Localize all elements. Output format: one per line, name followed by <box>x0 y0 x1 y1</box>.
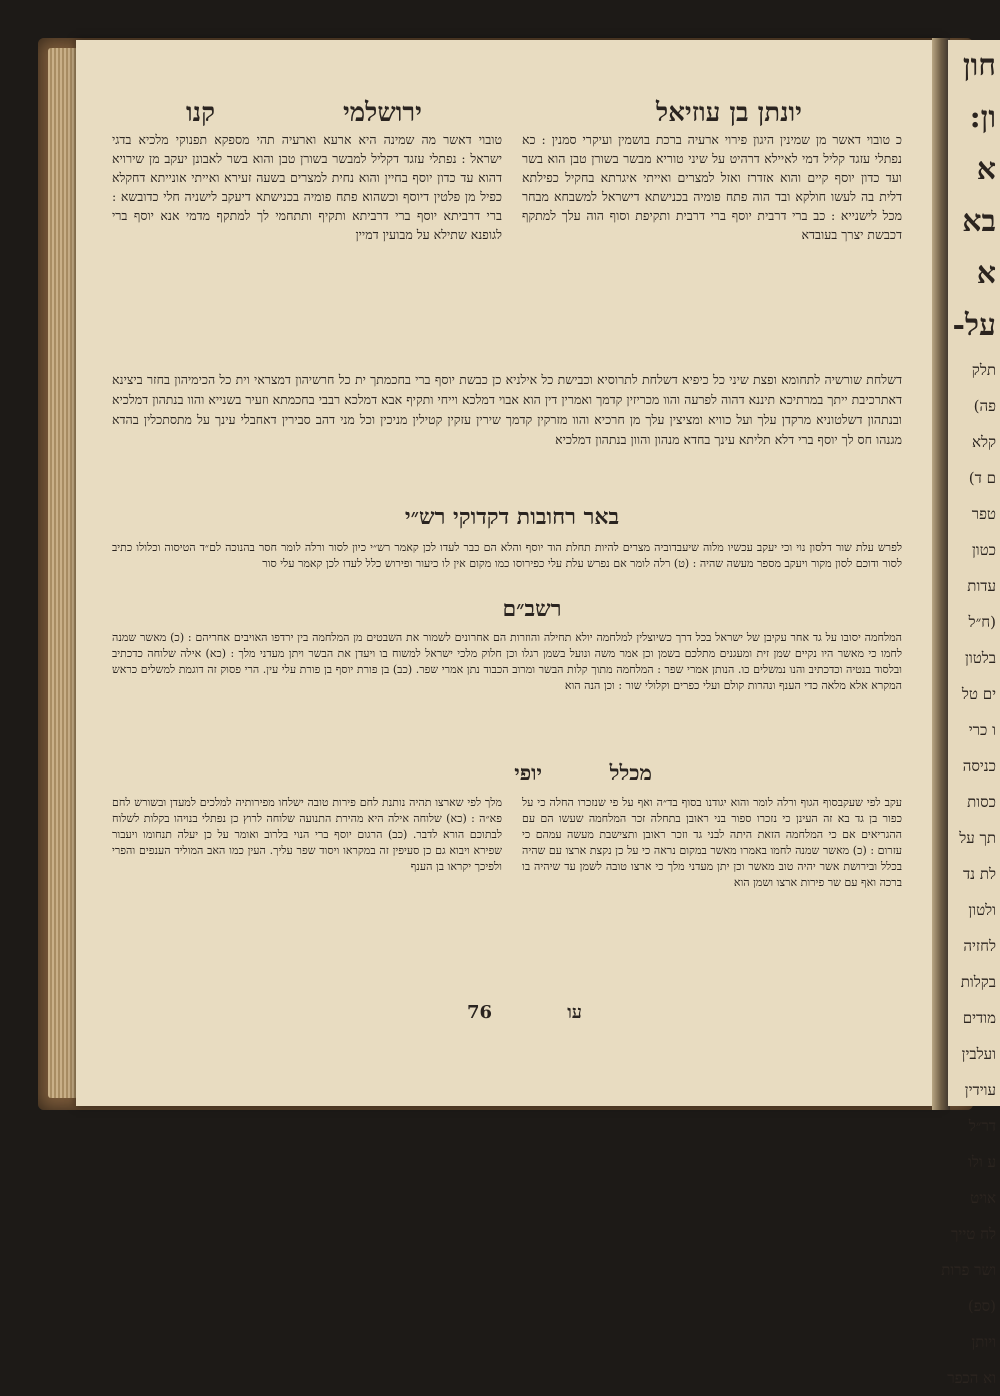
section-heading-rashbam: רשב״ם <box>502 596 562 622</box>
column-left-text: טובוי דאשר מה שמינה היא ארעא וארעיה תהי מספקא תפנוקי מלכיא בדגי ישראל : נפתלי עזגד דקליל למבשר בשורן טבן והוא בשר לאבונן יעקב מן שירויא דהוא עד כדון יוסף בחיין והוא נחית למצרים בשעה זעירא ואייתי אונייתא דחקלא כפיל מן פלטין דיוסף וכשהוא פתח פומיה בכנישתא דיעקב לישניה חלי כדובשא : ברי דרביתא יוסף ברי דרביתא ותקיף ותתחמי לך למתקף מדמי אנא יוסף ברי לגופנא שתילא על מבועין דמיין <box>112 132 502 242</box>
running-title-right: יונתן בן עוזיאל <box>656 98 802 128</box>
facing-line: אויט <box>970 1189 996 1207</box>
facing-page <box>941 40 1000 1387</box>
facing-line: חון <box>962 48 996 83</box>
full-width-targum <box>112 370 902 450</box>
section-rashbam-paragraph: המלחמה יסובו על גד אחר עקיבן של ישראל בכל דרך כשיוצלין למלחמה יולא תחילה והוזרות הם אחרונים לשמור את השבטים מן המלחמה בין ירדפו האויבים אחריהם : (כ) מאשר שמנה לחמו כי מאשר היו נקיים שמן זית ומעגנים מתלכם בשמן וכן אמר משה ונועל בשמן רגלו וכן חלוק מלכי ישראל למשוח בו ויעדן את הבשר ויתן מעדני מלך : (כא) אילה שלוחה כדכתיב ובלסוד בנטיה וכדכתיב והנו נמשלים כו. הנותן אמרי שפר : המלחמה מתוך קלות הבשר ומרוב הכבוד נתן אמרי שפר. (כב) בן פורת יוסף בן פורת עלי עין. הרי פסוק זה דוגמת למשלים כראש המקרא אלא מלאה כדי הענף ונהרות קולם ועלי כפרים וקלולי שור : וכן הנה הוא <box>112 631 902 692</box>
yofi-text: מלך לפי שארצו תהיה נותנת לחם פירות טובה ישלחו מפירותיה למלכים למעדן ובשורש לחם פא״ה : (כא) שלוחה אילה היא מהירת התנועה שלוחה לרוץ כן נפתלי בנויהו בקלות לשלוח לבתוכם הורא לדבר. (כב) הרגום יוסף ברי הנוי בלרוב ואומר על כן יעלה תנחומו ויעבור שפירא ויבוא גם כן סעיפין זה במקראו ויסוד שפר עליך. העין כמו האב המוליד הענפים והפרי ולפיכך יקראו בן הענף <box>112 796 502 873</box>
section-heading-mikhlal: מכלל <box>609 760 652 785</box>
facing-line: כטון <box>971 541 996 559</box>
facing-line: תך על <box>959 829 996 847</box>
facing-line: ון: <box>969 100 996 135</box>
running-title-left: ירושלמי <box>342 98 422 128</box>
section-heading-yofi: יופי <box>514 760 542 785</box>
facing-line: מודים <box>962 1009 996 1027</box>
facing-line: כניסה <box>962 757 996 775</box>
facing-line: עוידין <box>964 1081 996 1099</box>
facing-line: בא <box>962 204 996 239</box>
facing-line: על- <box>952 308 996 343</box>
facing-line: ו כרי <box>968 721 996 739</box>
page-edges <box>48 48 78 1098</box>
column-left <box>112 130 502 244</box>
section-heading-beer: באר רחובות דקדוקי רש״י <box>404 504 620 530</box>
facing-line: (ספ) <box>967 1297 996 1315</box>
column-right <box>522 130 902 244</box>
facing-line: (ח״ל <box>968 613 996 631</box>
full-width-text: דשלחת שורשיה לתחומא ופצת שיני כל כיפיא דשלחת לתרוסיא וכבישת כל אילניא כן כבשת יוסף ברי בחכמתך ית כל חרשיהון דמצראי וית כל הכימיהון בחזר ביצינא דאתרכיבת ייתך במרתיכא תיננא דהוה לפרעה והוו מכריזין קדמך ואמרין דין הוא אבוי דמלכא וייחי ותקיף אבא דמלכא רבבי בחכמתא וזעיר בשנייא והוו בנתהון דמלכיא ובנתהון דשלטוניא מרקדן עלך ועל כוויא ומציצין עלך מן חרכיא והוו מזרקין קדמך שירין עזקין קטילין מניכין וכל מני דהב סבירין דאחבלי עינך על מתסתכלין בהדא מגנהו חס לך יוסף ברי דלא תליתא עינך בחדא מנהון והוון בנתהון דמלכיא <box>112 372 902 447</box>
facing-line: קלא <box>971 433 996 451</box>
facing-line: ועלבין <box>961 1045 996 1063</box>
yofi-column <box>112 795 502 875</box>
facing-line: לחזיה <box>963 937 996 955</box>
facing-line: בלטון <box>965 649 996 667</box>
facing-line: דר״ל <box>968 1117 996 1135</box>
page-number: קנו <box>186 98 216 128</box>
footer-numeral: 76 <box>466 1002 492 1023</box>
book-page <box>76 40 942 1106</box>
facing-line: לת נד <box>962 865 996 883</box>
facing-line: טפר <box>971 505 996 523</box>
facing-line: ם ד) <box>968 469 996 487</box>
facing-line: וא הכפר <box>947 1369 996 1387</box>
facing-line: א <box>976 256 996 291</box>
facing-line: עדות <box>967 577 996 595</box>
facing-line: ושר פרות <box>941 1261 996 1279</box>
section-beer-text <box>112 540 902 572</box>
facing-line: ויותן <box>971 1333 996 1351</box>
facing-line: ים טל <box>961 685 996 703</box>
facing-line: ולטון <box>968 901 996 919</box>
mikhlal-text: עקב לפי שעקבסוף הגוף ורלה לומר והוא יגודנו בסוף בד״ה ואף על פי שנזכרו החלה כי על כפור בן גד בא זה העינן כי נזכרו ספור בני ראובן בתחלה זכר המלחמה שעשו הם עם ההגריאים אם כי המלחמה הזאת היתה לבני גד וזכר ראובן ותצישבת מעשה עמהם כי עזרום : (כ) מאשר שמנה לחמו באמרו מאשר במקום נראה כי על כן נקצת ארצו עם שהיה בכלל ובירושת אשר יהיה טוב מאשר וכן יתן מעדני מלך כי ארצו טובה לשמן עד שיהיה בו ברכה ואף עם שר פירות ארצו ושמן הוא <box>522 796 902 889</box>
signature-mark: עו <box>567 1002 582 1023</box>
facing-line: בקלות <box>960 973 996 991</box>
section-beer-paragraph: לפרש עלת שור דלסון נוי וכי יעקב עכשיו מלוה שיעבדוביה מצרים להיות תחלת הוד יוסף והלא הם כבר לעדו לכן קאמר רש״י כיון לסור ורלה לומר חסר בהנוכה לם״ד הטיסוה וכלולו כתיב לסור ודוכם לסון מקור ויעקב מספר מעשה שהיה : (ט) רלה לומר אם נפרש עלת עלי כפירוסו כמו מקום אין לו כיעור ופירוש כלל לעדו לכן קאמר עלי סור <box>112 541 902 570</box>
facing-line: פה) <box>973 397 996 415</box>
facing-line: כסות <box>967 793 996 811</box>
facing-line: תלק <box>971 361 996 379</box>
facing-line: ע ולו <box>968 1153 996 1171</box>
section-rashbam-text <box>112 630 902 694</box>
facing-line: לח טייך <box>951 1225 996 1243</box>
mikhlal-column <box>522 795 902 891</box>
facing-line: א <box>976 152 996 187</box>
column-right-text: כ טובוי דאשר מן שמינין היגון פירוי ארעיה ברכת בושמין ועיקרי סמנין : כא נפתלי עזגד קליל דמי לאיילא דרהיט על שיני טוריא מבשר בשורן טבן הוא בשר ועד כדון יוסף קיים והוא אזדרז ואזל למצרים ואייתי איגרתא בחקיל כפילתא דלית בה לעשו חולקא ובד הוה פתח פומיה בכנישתא דישראל למשבחא מבחר מכל לישנייא : כב ברי דרבית יוסף ברי דרבית ותקיפת וסוף הוה עלך למתקף דכבשת יצרך בעובדא <box>522 132 902 242</box>
